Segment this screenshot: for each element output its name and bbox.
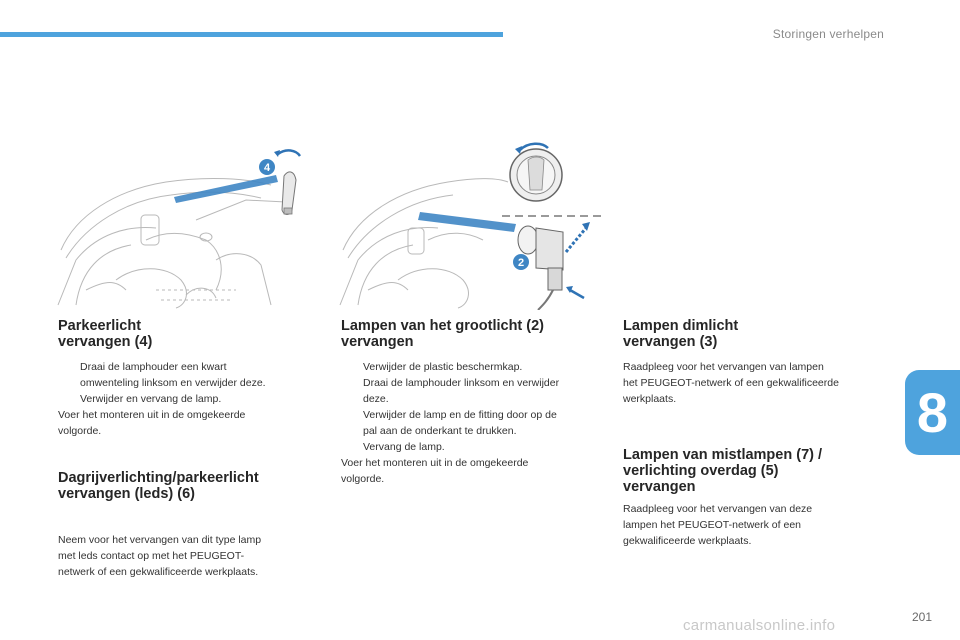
heading-high-beam: Lampen van het grootlicht (2) vervangen	[341, 318, 545, 350]
heading-drl: Dagrijverlichting/parkeerlicht vervangen (leds) (6)	[58, 470, 259, 502]
fog-lamps-note: Raadpleeg voor het vervangen van deze lampen het PEUGEOT-netwerk of een gekwalificeerde werkplaats.	[623, 503, 813, 547]
section-title: Storingen verhelpen	[772, 27, 884, 41]
drl-note: Neem voor het vervangen van dit type lamp met leds contact op met het PEUGEOT- netwerk of een gekwalificeerde werkplaats.	[58, 534, 262, 578]
parking-light-steps	[58, 359, 308, 407]
page-number: 201	[911, 610, 932, 624]
chapter-tab	[905, 370, 960, 455]
heading-dipped-beam: Lampen dimlicht vervangen (3)	[623, 318, 739, 350]
header-accent-bar	[0, 32, 503, 37]
high-beam-illustration	[338, 140, 602, 310]
list-item: Vervang de lamp.	[363, 441, 445, 453]
list-item: Draai de lamphouder linksom en verwijder deze.	[363, 377, 560, 405]
list-item: Draai de lamphouder een kwart omwenteling linksom en verwijder deze.	[80, 361, 266, 389]
section-fog-lamps	[623, 447, 888, 495]
parking-light-note: Voer het monteren uit in de omgekeerde volgorde.	[58, 409, 246, 437]
heading-parking-light: Parkeerlicht vervangen (4)	[58, 318, 153, 350]
list-item: Verwijder en vervang de lamp.	[80, 393, 222, 405]
high-beam-note: Voer het monteren uit in de omgekeerde volgorde.	[341, 457, 529, 485]
dipped-beam-note: Raadpleeg voor het vervangen van lampen het PEUGEOT-netwerk of een gekwalificeerde werkplaats.	[623, 361, 839, 405]
heading-fog-lamps: Lampen van mistlampen (7) / verlichting overdag (5) vervangen	[623, 447, 823, 495]
list-item: Verwijder de plastic beschermkap.	[363, 361, 523, 373]
list-item: Verwijder de lamp en de fitting door op de pal aan de onderkant te drukken.	[363, 409, 557, 437]
section-dipped-beam	[623, 318, 888, 350]
section-high-beam	[341, 318, 601, 350]
chapter-number: 8	[916, 381, 949, 444]
callout-2: 2	[517, 257, 525, 269]
high-beam-steps	[341, 359, 601, 455]
parking-light-illustration	[56, 140, 306, 310]
section-parking-light	[58, 318, 308, 350]
watermark: carmanualsonline.info	[683, 617, 836, 634]
section-drl	[58, 470, 308, 502]
callout-4: 4	[263, 162, 271, 174]
